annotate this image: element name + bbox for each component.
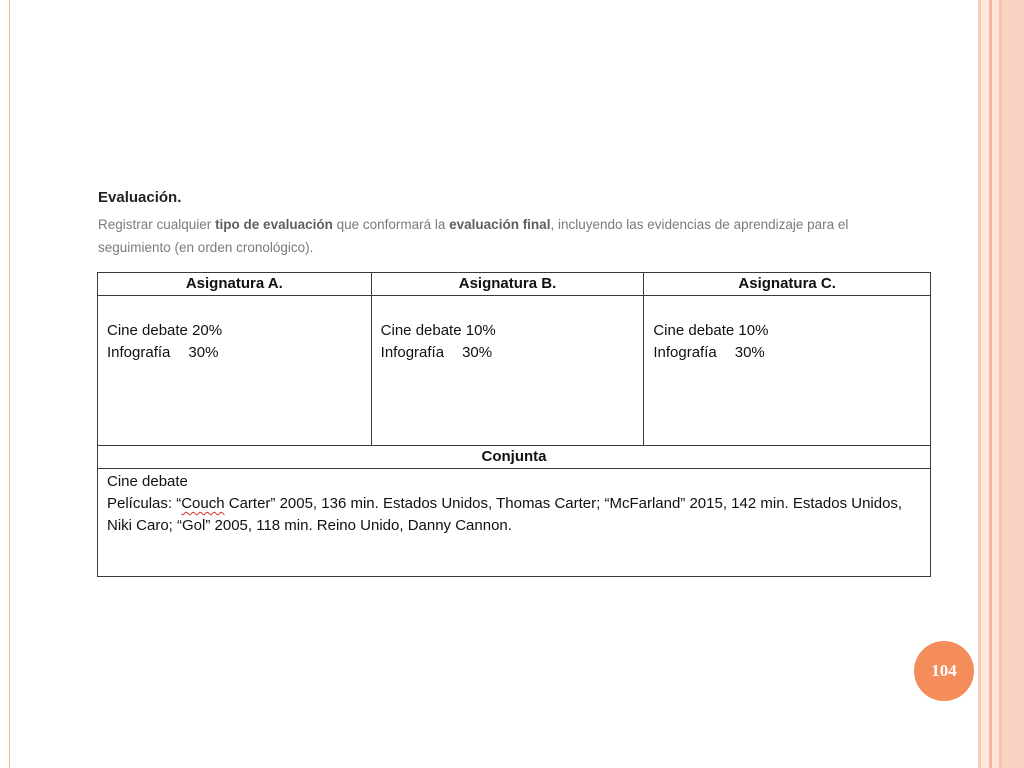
spellcheck-word: Couch <box>181 495 225 512</box>
cell-asignatura-c <box>644 296 931 446</box>
intro-text: que conformará la <box>332 217 450 232</box>
stripe <box>981 0 989 768</box>
header-asignatura-a: Asignatura A. <box>98 273 372 296</box>
page-number-badge: 104 <box>914 641 974 701</box>
intro-bold: evaluación final <box>449 217 551 232</box>
section-heading: Evaluación. <box>98 189 182 206</box>
header-conjunta: Conjunta <box>98 446 931 469</box>
infografia-label: Infografía <box>107 344 171 361</box>
table-row <box>98 469 931 577</box>
joint-title: Cine debate <box>107 473 188 490</box>
infografia-line <box>381 342 644 364</box>
intro-text: , incluyendo las evidencias de aprendizaje para el seguimiento (en orden cronológico). <box>98 217 849 255</box>
intro-bold: tipo de evaluación <box>215 217 333 232</box>
films-text <box>107 495 902 534</box>
cine-debate-text: Cine debate 10% <box>380 322 496 339</box>
right-decorative-stripes <box>978 0 1024 768</box>
films-rest: Carter” 2005, 136 min. Estados Unidos, Thomas Carter; “McFarland” 2015, 142 min. Estados Unidos, Niki Caro; “Gol” 2005, 118 min. Reino Unido, Danny Cannon. <box>107 495 903 534</box>
cell-asignatura-a <box>98 296 372 446</box>
infografia-label: Infografía <box>380 344 445 361</box>
cine-debate-text: Cine debate 20% <box>107 322 223 339</box>
films-prefix: Películas: “ <box>107 495 182 512</box>
intro-text: Registrar cualquier <box>98 217 216 232</box>
intro-paragraph <box>98 213 918 259</box>
infografia-line <box>107 342 371 364</box>
table-header-row <box>98 273 931 296</box>
stripe <box>992 0 999 768</box>
infografia-label: Infografía <box>653 344 717 361</box>
infografia-percent: 30% <box>734 344 765 361</box>
header-asignatura-b: Asignatura B. <box>371 273 644 296</box>
cell-conjunta <box>98 469 931 577</box>
infografia-percent: 30% <box>462 344 493 361</box>
evaluation-table <box>97 272 931 577</box>
stripe <box>1002 0 1024 768</box>
cine-debate-text: Cine debate 10% <box>653 322 769 339</box>
left-border <box>0 0 10 768</box>
infografia-line <box>653 342 930 364</box>
joint-header-row <box>98 446 931 469</box>
header-asignatura-c: Asignatura C. <box>644 273 931 296</box>
table-row <box>98 296 931 446</box>
cell-asignatura-b <box>371 296 644 446</box>
infografia-percent: 30% <box>188 344 219 361</box>
